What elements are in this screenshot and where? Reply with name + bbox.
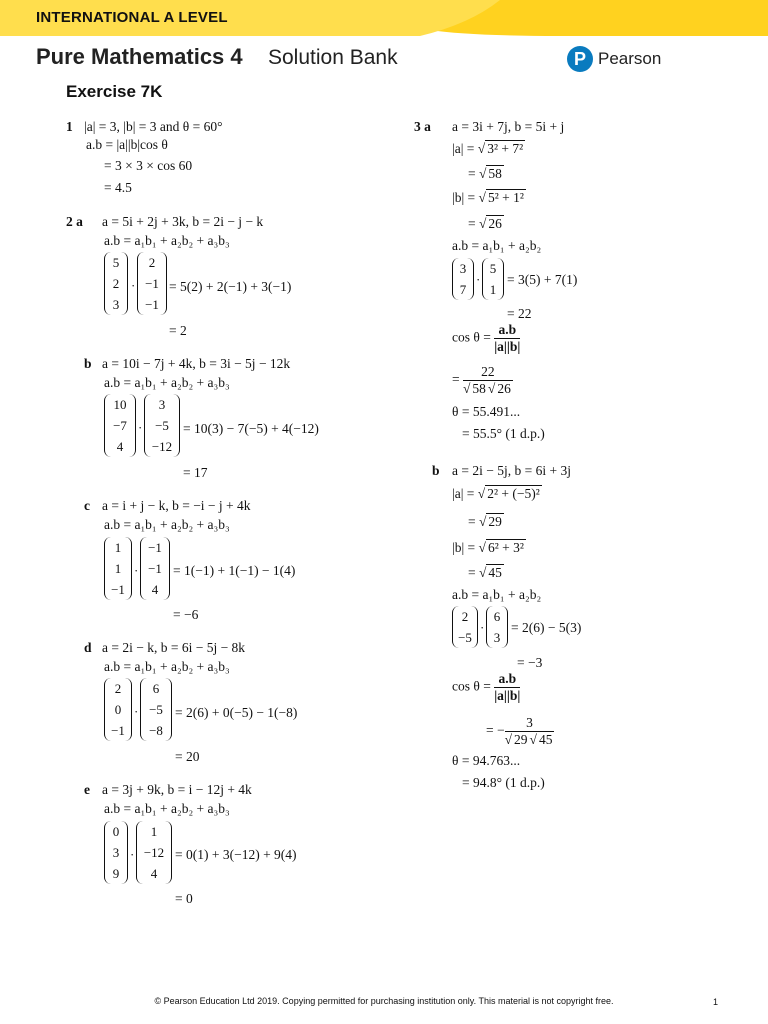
q3a-mod-b-result: = √ 26 <box>468 216 502 231</box>
q3a-result: = 22 <box>507 306 532 321</box>
q1-given: |a| = 3, |b| = 3 and θ = 60° <box>84 119 223 134</box>
q2b-label: b <box>84 356 92 371</box>
q2d-label: d <box>84 640 92 655</box>
denominator: √ 29 √ 45 <box>504 732 553 747</box>
radicand: 6² + 3² <box>487 540 524 555</box>
vector-entry: −1 <box>145 276 159 291</box>
dot-operator: · <box>138 420 143 435</box>
q3b-vector-b <box>486 606 508 648</box>
mod-b-lhs: |b| = <box>452 540 479 555</box>
equals: = <box>468 514 479 529</box>
vector-entry: 9 <box>112 866 120 881</box>
vector-entry: 0 <box>112 824 120 839</box>
radicand: 5² + 1² <box>487 190 524 205</box>
radicand: 45 <box>488 565 502 580</box>
numerator: 22 <box>463 364 513 381</box>
q2b-formula: a.b = a₁b₁ + a₂b₂ + a₃b₃ <box>104 375 230 390</box>
denominator: |a||b| <box>494 688 521 703</box>
q3b-final: = 94.8° (1 d.p.) <box>462 775 545 790</box>
q2c-expression: = 1(−1) + 1(−1) − 1(4) <box>173 563 296 578</box>
q2e-expression: = 0(1) + 3(−12) + 9(4) <box>175 847 297 862</box>
q3b-vector-a <box>452 606 478 648</box>
radicand: 2² + (−5)² <box>487 486 540 501</box>
radicand: 58 <box>472 381 486 396</box>
numerator: a.b <box>494 671 520 688</box>
q3a-mod-a-result: = √ 58 <box>468 166 502 181</box>
dot-operator: · <box>134 704 139 719</box>
pearson-logo-icon: P <box>567 46 593 72</box>
exercise-heading: Exercise 7K <box>66 82 163 101</box>
radicand: 29 <box>514 732 528 747</box>
q1-number: 1 <box>66 119 73 134</box>
vector-entry: 3 <box>493 630 501 645</box>
vector-entry: 1 <box>114 561 122 576</box>
vector-entry: −1 <box>111 723 125 738</box>
vector-entry: 3 <box>459 261 467 276</box>
q3a-final: = 55.5° (1 d.p.) <box>462 426 545 441</box>
vector-entry: −12 <box>143 845 165 860</box>
vector-entry: 0 <box>114 702 122 717</box>
q1-step1: a.b = |a||b|cos θ <box>86 137 168 152</box>
q1-step3: = 4.5 <box>104 180 132 195</box>
vector-entry: −1 <box>145 297 159 312</box>
q2a-given: a = 5i + 2j + 3k, b = 2i − j − k <box>102 214 264 229</box>
page-title: Pure Mathematics 4 <box>36 44 243 69</box>
radicand: 58 <box>488 166 502 181</box>
q2b-result: = 17 <box>183 465 208 480</box>
q3b-mod-b: |b| = √ 6² + 3² <box>452 540 524 555</box>
q3a-mod-a: |a| = √ 3² + 7² <box>452 141 524 156</box>
q3a-formula: a.b = a₁b₁ + a₂b₂ <box>452 238 542 253</box>
q2c-given: a = i + j − k, b = −i − j + 4k <box>102 498 251 513</box>
q2c-vector-b <box>140 537 170 600</box>
vector-entry: 5 <box>112 255 120 270</box>
q2e-label: e <box>84 782 90 797</box>
q2d-formula: a.b = a₁b₁ + a₂b₂ + a₃b₃ <box>104 659 230 674</box>
cos-fraction <box>494 671 520 704</box>
q3b-mod-a-result: = √ 29 <box>468 514 502 529</box>
vector-entry: 10 <box>113 397 127 412</box>
q2b-vector-a <box>104 394 136 457</box>
numerator: a.b <box>494 322 520 339</box>
equals: = − <box>486 722 505 738</box>
pearson-logo-text: Pearson <box>598 49 662 68</box>
q2c-label: c <box>84 498 90 513</box>
q3b-mod-a: |a| = √ 2² + (−5)² <box>452 486 540 501</box>
dot-operator: · <box>131 278 136 293</box>
equals: = <box>468 565 479 580</box>
vector-entry: 6 <box>493 609 501 624</box>
q3b-theta: θ = 94.763... <box>452 753 521 768</box>
mod-a-lhs: |a| = <box>452 141 478 156</box>
q2b-vector-b <box>144 394 180 457</box>
q3a-substitution <box>452 364 513 397</box>
q2c-formula: a.b = a₁b₁ + a₂b₂ + a₃b₃ <box>104 517 230 532</box>
q3b-expression: = 2(6) − 5(3) <box>511 620 582 635</box>
radicand: 3² + 7² <box>487 141 524 156</box>
q2d-result: = 20 <box>175 749 200 764</box>
vector-entry: 1 <box>114 540 122 555</box>
series-name: INTERNATIONAL A LEVEL <box>36 9 228 26</box>
q1-step2: = 3 × 3 × cos 60 <box>104 158 193 173</box>
radicand: 26 <box>497 381 511 396</box>
q3b-label: b <box>432 463 440 478</box>
q3a-vector-b <box>482 258 504 300</box>
dot-operator: · <box>480 620 485 635</box>
q3b-cos <box>452 671 520 704</box>
q3a-label: 3 a <box>414 119 431 134</box>
page-subtitle: Solution Bank <box>268 46 398 69</box>
vector-entry: 4 <box>116 439 124 454</box>
vector-entry: 2 <box>114 681 122 696</box>
cos-fraction <box>494 322 520 355</box>
radicand: 26 <box>488 216 502 231</box>
q2b-given: a = 10i − 7j + 4k, b = 3i − 5j − 12k <box>102 356 291 371</box>
q2a-label: 2 a <box>66 214 83 229</box>
q2a-vector-b <box>137 252 167 315</box>
q2e-vector-a <box>104 821 128 884</box>
q3b-formula: a.b = a₁b₁ + a₂b₂ <box>452 587 542 602</box>
q2a-result: = 2 <box>169 323 187 338</box>
vector-entry: −1 <box>148 540 162 555</box>
q3b-given: a = 2i − 5j, b = 6i + 3j <box>452 463 571 478</box>
equals: = <box>468 216 479 231</box>
sub-fraction <box>505 715 555 748</box>
denominator: √ 58 √ 26 <box>463 381 511 396</box>
vector-entry: 3 <box>112 845 120 860</box>
vector-entry: 4 <box>151 582 159 597</box>
equals: = <box>468 166 479 181</box>
sub-fraction <box>463 364 513 397</box>
q3b-mod-b-result: = √ 45 <box>468 565 502 580</box>
vector-entry: 2 <box>112 276 120 291</box>
vector-entry: 3 <box>158 397 166 412</box>
radicand: 45 <box>538 732 553 747</box>
q2a-vector-a <box>104 252 128 315</box>
q2d-vector-a <box>104 678 132 741</box>
vector-entry: 2 <box>461 609 469 624</box>
vector-entry: 5 <box>489 261 497 276</box>
vector-entry: 2 <box>148 255 156 270</box>
vector-entry: −5 <box>458 630 472 645</box>
mod-a-lhs: |a| = <box>452 486 478 501</box>
vector-entry: −12 <box>151 439 173 454</box>
vector-entry: −5 <box>149 702 163 717</box>
vector-entry: 1 <box>150 824 158 839</box>
dot-operator: · <box>130 847 135 862</box>
q2d-expression: = 2(6) + 0(−5) − 1(−8) <box>175 705 298 720</box>
vector-entry: 7 <box>459 282 467 297</box>
copyright-footer: © Pearson Education Ltd 2019. Copying permitted for purchasing institution only. This material is not copyright free. <box>154 996 614 1006</box>
dot-operator: · <box>134 563 139 578</box>
vector-entry: −1 <box>148 561 162 576</box>
equals: = <box>452 371 463 387</box>
cos-lhs: cos θ = <box>452 678 495 694</box>
cos-lhs: cos θ = <box>452 329 495 345</box>
q2c-vector-a <box>104 537 132 600</box>
mod-b-lhs: |b| = <box>452 190 479 205</box>
q3a-expression: = 3(5) + 7(1) <box>507 272 578 287</box>
q3a-vector-a <box>452 258 474 300</box>
numerator: 3 <box>505 715 555 732</box>
denominator: |a||b| <box>494 339 521 354</box>
q3b-result: = −3 <box>517 655 543 670</box>
q2a-expression: = 5(2) + 2(−1) + 3(−1) <box>169 279 292 294</box>
q2e-formula: a.b = a₁b₁ + a₂b₂ + a₃b₃ <box>104 801 230 816</box>
q3a-mod-b: |b| = √ 5² + 1² <box>452 190 524 205</box>
q3a-cos <box>452 322 520 355</box>
vector-entry: −8 <box>149 723 163 738</box>
vector-entry: −5 <box>155 418 169 433</box>
vector-entry: 6 <box>152 681 160 696</box>
q3a-given: a = 3i + 7j, b = 5i + j <box>452 119 565 134</box>
vector-entry: 1 <box>489 282 497 297</box>
q2e-given: a = 3j + 9k, b = i − 12j + 4k <box>102 782 252 797</box>
q2a-formula: a.b = a₁b₁ + a₂b₂ + a₃b₃ <box>104 233 230 248</box>
q2e-vector-b <box>136 821 172 884</box>
q3b-substitution <box>486 715 554 748</box>
vector-entry: 3 <box>112 297 120 312</box>
dot-operator: · <box>476 272 481 287</box>
radicand: 29 <box>488 514 502 529</box>
pearson-logo <box>567 46 661 72</box>
vector-entry: −7 <box>113 418 127 433</box>
q2d-vector-b <box>140 678 172 741</box>
q2e-result: = 0 <box>175 891 193 906</box>
q2c-result: = −6 <box>173 607 199 622</box>
q2b-expression: = 10(3) − 7(−5) + 4(−12) <box>183 421 319 436</box>
q3a-theta: θ = 55.491... <box>452 404 521 419</box>
vector-entry: 4 <box>150 866 158 881</box>
q2d-given: a = 2i − k, b = 6i − 5j − 8k <box>102 640 246 655</box>
vector-entry: −1 <box>111 582 125 597</box>
page-number: 1 <box>713 997 719 1007</box>
